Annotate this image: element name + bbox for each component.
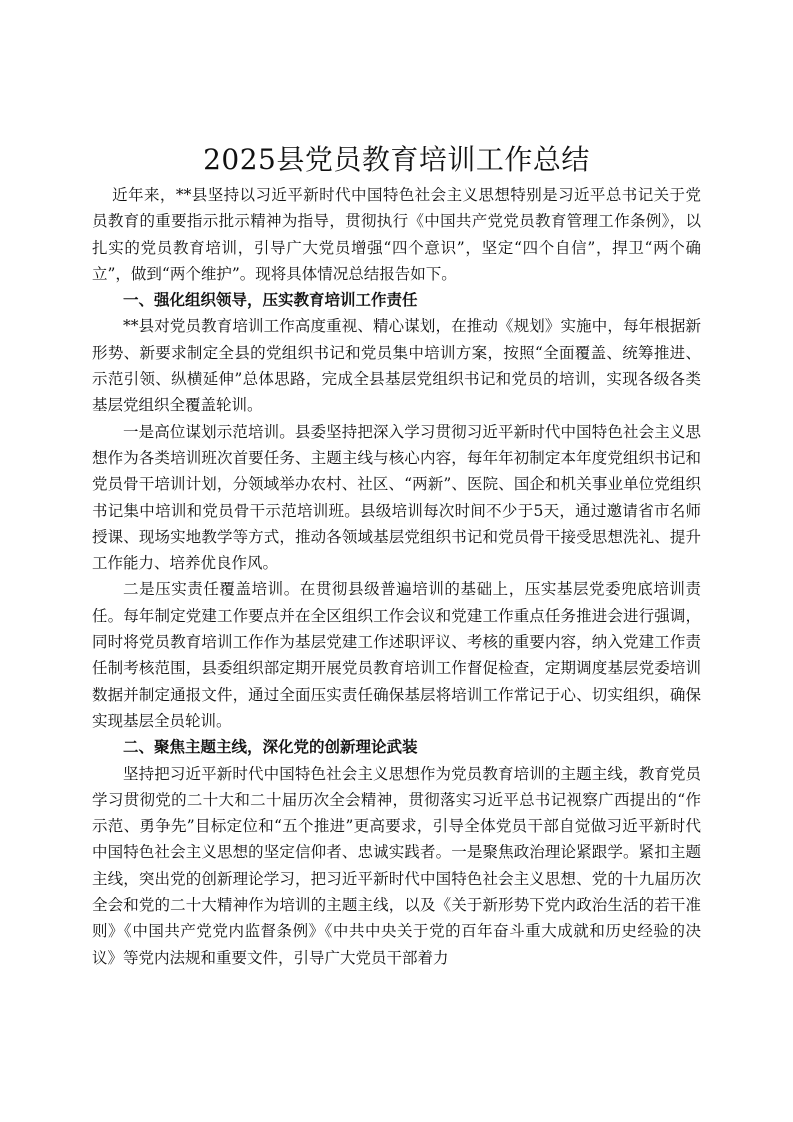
body-paragraph: 二是压实责任覆盖培训。在贯彻县级普遍培训的基础上，压实基层党委兜底培训责任。每年制定党建工作要点并在全区组织工作会议和党建工作重点任务推进会进行强调，同时将党员教育培训工作作为基层党建工作述职评议、考核的重要内容，纳入党建工作责任制考核范围，县委组织部定期开展党员教育培训工作督促检查，定期调度基层党委培训数据并制定通报文件，通过全面压实责任确保基层将培训工作常记于心、切实组织，确保实现基层全员轮训。 — [92, 580, 701, 730]
body-paragraph: **县对党员教育培训工作高度重视、精心谋划，在推动《规划》实施中，每年根据新形势、新要求制定全县的党组织书记和党员集中培训方案，按照“全面覆盖、统筹推进、示范引领、纵横延伸”总体思路，完成全县基层党组织书记和党员的培训，实现各级各类基层党组织全覆盖轮训。 — [92, 317, 701, 415]
section-heading-2: 二、聚焦主题主线，深化党的创新理论武装 — [123, 737, 418, 757]
document-title: 2025县党员教育培训工作总结 — [203, 143, 590, 176]
body-paragraph: 坚持把习近平新时代中国特色社会主义思想作为党员教育培训的主题主线，教育党员学习贯彻党的二十大和二十届历次全会精神，贯彻落实习近平总书记视察广西提出的“作示范、勇争先”目标定位和“五个推进”更高要求，引导全体党员干部自觉做习近平新时代中国特色社会主义思想的坚定信仰者、忠诚实践者。一是聚焦政治理论紧跟学。紧扣主题主线，突出党的创新理论学习，把习近平新时代中国特色社会主义思想、党的十九届历次全会和党的二十大精神作为培训的主题主线，以及《关于新形势下党内政治生活的若干准则》《中国共产党党内监督条例》《中共中央关于党的百年奋斗重大成就和历史经验的决议》等党内法规和重要文件，引导广大党员干部着力 — [92, 764, 701, 967]
section-heading-1: 一、强化组织领导，压实教育培训工作责任 — [123, 290, 418, 310]
body-paragraph: 一是高位谋划示范培训。县委坚持把深入学习贯彻习近平新时代中国特色社会主义思想作为各类培训班次首要任务、主题主线与核心内容，每年年初制定本年度党组织书记和党员骨干培训计划，分领域举办农村、社区、“两新”、医院、国企和机关事业单位党组织书记集中培训和党员骨干示范培训班。县级培训每次时间不少于5天，通过邀请省市名师授课、现场实地教学等方式，推动各领域基层党组织书记和党员骨干接受思想洗礼、提升工作能力、培养优良作风。 — [92, 422, 701, 573]
intro-paragraph: 近年来，**县坚持以习近平新时代中国特色社会主义思想特别是习近平总书记关于党员教育的重要指示批示精神为指导，贯彻执行《中国共产党党员教育管理工作条例》，以扎实的党员教育培训，引导广大党员增强“四个意识”，坚定“四个自信”，捍卫“两个确立”，做到“两个维护”。现将具体情况总结报告如下。 — [92, 186, 701, 283]
